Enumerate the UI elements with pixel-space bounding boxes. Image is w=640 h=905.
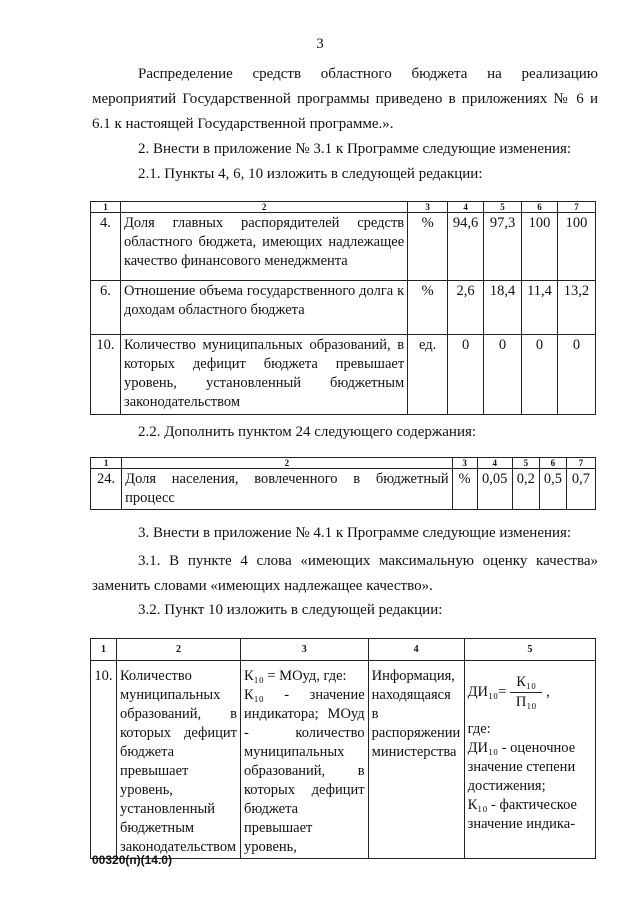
value: 0,7	[566, 469, 595, 510]
row-number: 4.	[91, 213, 121, 281]
header-cell: 4	[448, 202, 484, 213]
formula-denominator: П₁₀	[515, 694, 537, 710]
row-number: 10.	[91, 335, 121, 415]
table-new-indicator	[90, 457, 596, 510]
paragraph-6: 3.1. В пункте 4 слова «имеющих максимальную оценку качества» заменить словами «имеющих надлежащее качество».	[92, 553, 598, 594]
table-header-row	[91, 202, 596, 213]
calculation-formula: К₁₀ = МОуд, где:	[243, 668, 347, 684]
value: 97,3	[484, 213, 522, 281]
value: 0,5	[539, 469, 566, 510]
table-row	[91, 281, 596, 335]
header-cell: 1	[91, 458, 122, 469]
value: 2,6	[448, 281, 484, 335]
header-cell: 1	[91, 639, 117, 661]
header-cell: 5	[484, 202, 522, 213]
assessment-where: где:	[467, 721, 491, 737]
header-cell: 4	[368, 639, 464, 661]
unit: %	[452, 469, 477, 510]
indicator-name: Количество муниципальных образований, в которых дефицит бюджета превышает уровень, установленный бюджетным законодательством	[120, 335, 407, 415]
header-cell: 3	[240, 639, 368, 661]
row-number: 6.	[91, 281, 121, 335]
value: 0,05	[477, 469, 512, 510]
paragraph-1: Распределение средств областного бюджета на реализацию мероприятий Государственной программы приведено в приложениях № 6 и 6.1 к настоящей Государственной программе.».	[92, 66, 598, 132]
header-cell: 4	[477, 458, 512, 469]
header-cell: 2	[116, 639, 240, 661]
value: 0	[557, 335, 595, 415]
formula-lhs: ДИ₁₀=	[467, 684, 507, 700]
header-cell: 5	[464, 639, 595, 661]
header-cell: 1	[91, 202, 121, 213]
paragraph-5: 3. Внести в приложение № 4.1 к Программе следующие изменения:	[138, 525, 572, 541]
table-header-row	[91, 458, 596, 469]
header-cell: 3	[408, 202, 448, 213]
header-cell: 2	[122, 458, 452, 469]
unit: %	[408, 213, 448, 281]
paragraph-4: 2.2. Дополнить пунктом 24 следующего содержания:	[138, 424, 477, 440]
assessment-cell	[464, 661, 595, 859]
indicator-name: Отношение объема государственного долга к доходам областного бюджета	[120, 281, 407, 335]
calculation-cell	[240, 661, 368, 859]
unit: %	[408, 281, 448, 335]
table-row	[91, 213, 596, 281]
value: 13,2	[557, 281, 595, 335]
row-number: 10.	[91, 661, 117, 859]
page-number: 3	[316, 36, 324, 52]
formula-fraction	[510, 673, 542, 712]
document-code: 00320(п)(14.0)	[92, 853, 172, 867]
value: 0	[522, 335, 558, 415]
table-row	[91, 469, 596, 510]
header-cell: 5	[512, 458, 539, 469]
header-cell: 6	[522, 202, 558, 213]
assessment-definition-1: ДИ₁₀ - оценочное значение степени достижения;	[467, 740, 576, 794]
table-indicators	[90, 201, 596, 415]
value: 0	[448, 335, 484, 415]
value: 11,4	[522, 281, 558, 335]
paragraph-7: 3.2. Пункт 10 изложить в следующей редакции:	[138, 602, 443, 618]
header-cell: 2	[120, 202, 407, 213]
unit: ед.	[408, 335, 448, 415]
value: 0	[484, 335, 522, 415]
paragraph-3: 2.1. Пункты 4, 6, 10 изложить в следующей редакции:	[138, 166, 483, 182]
indicator-name: Количество муниципальных образований, в которых дефицит бюджета превышает уровень, установленный бюджетным законодательством	[116, 661, 240, 859]
table-row	[91, 661, 596, 859]
assessment-formula	[468, 673, 592, 712]
paragraph-2: 2. Внести в приложение № 3.1 к Программе следующие изменения:	[138, 141, 572, 157]
formula-comma: ,	[546, 684, 550, 700]
calculation-text: К₁₀ - значение индикатора; МОуд - количество муниципальных образований, в которых дефицит бюджета превышает уровень,	[243, 687, 365, 855]
row-number: 24.	[91, 469, 122, 510]
table-row	[91, 335, 596, 415]
table-methodology	[90, 638, 596, 859]
data-source: Информация, находящаяся в распоряжении министерства	[368, 661, 464, 859]
value: 18,4	[484, 281, 522, 335]
assessment-definition-2: К₁₀ - фактическое значение индика-	[467, 797, 577, 832]
header-cell: 7	[557, 202, 595, 213]
header-cell: 7	[566, 458, 595, 469]
table-header-row	[91, 639, 596, 661]
header-cell: 6	[539, 458, 566, 469]
value: 100	[557, 213, 595, 281]
value: 0,2	[512, 469, 539, 510]
formula-numerator: К₁₀	[510, 673, 542, 693]
value: 94,6	[448, 213, 484, 281]
indicator-name: Доля населения, вовлеченного в бюджетный процесс	[122, 469, 452, 510]
indicator-name: Доля главных распорядителей средств областного бюджета, имеющих надлежащее качество финансового менеджмента	[120, 213, 407, 281]
header-cell: 3	[452, 458, 477, 469]
value: 100	[522, 213, 558, 281]
